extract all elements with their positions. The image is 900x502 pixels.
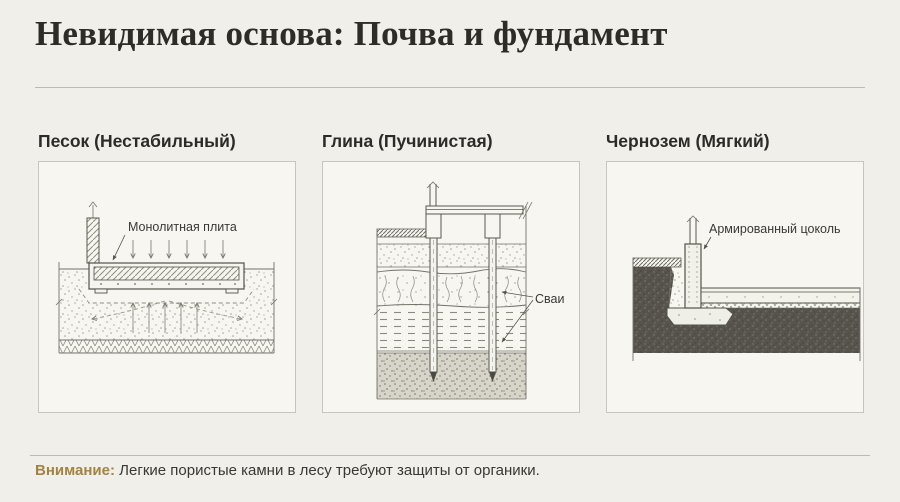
layer-heaving-clay xyxy=(377,271,526,306)
panel-title-clay: Глина (Пучинистая) xyxy=(322,131,493,151)
annotation-slab-label: Монолитная плита xyxy=(128,220,237,234)
diagram-monolithic-slab xyxy=(39,162,295,412)
dark-soil-berm xyxy=(633,267,674,308)
layer-bearing xyxy=(377,353,526,399)
slab-concrete-hatch xyxy=(94,267,239,280)
footer-divider xyxy=(30,455,870,456)
diagram-piles xyxy=(323,162,579,412)
pile-cap-right xyxy=(485,214,500,238)
panel-chernozem xyxy=(606,131,864,413)
column-break-mark xyxy=(687,216,699,222)
page-title: Невидимая основа: Почва и фундамент xyxy=(35,14,668,53)
plinth-section xyxy=(685,244,701,308)
panel-title-sand: Песок (Нестабильный) xyxy=(38,131,236,151)
load-arrows xyxy=(133,240,223,258)
column-break-mark xyxy=(427,182,439,188)
panel-figure-sand xyxy=(38,161,296,413)
footer-note xyxy=(35,462,540,479)
column-lines xyxy=(690,218,696,244)
footing xyxy=(667,308,733,325)
panel-sand xyxy=(38,131,296,413)
floor-slab-texture xyxy=(702,293,859,302)
pile-left xyxy=(430,238,437,382)
header-divider xyxy=(35,87,865,88)
bedding-strip xyxy=(701,303,860,308)
footer-warning-text: Легкие пористые камни в лесу требуют защиты от органики. xyxy=(119,462,540,479)
column-lines xyxy=(430,184,436,206)
pile-right xyxy=(489,238,496,382)
topsoil-band xyxy=(377,229,426,237)
panel-clay xyxy=(322,131,580,413)
grillage-beam xyxy=(426,206,523,214)
slab-foot-right xyxy=(226,289,238,293)
annotation-leader xyxy=(704,237,711,249)
layer-topsand xyxy=(377,244,526,267)
slab-foot-left xyxy=(95,289,107,293)
panel-title-chernozem: Чернозем (Мягкий) xyxy=(606,131,770,151)
annotation-plinth-label: Армированный цоколь xyxy=(709,222,841,236)
panel-figure-chernozem xyxy=(606,161,864,413)
panel-figure-clay xyxy=(322,161,580,413)
pile-cap-left xyxy=(426,214,441,238)
diagram-reinforced-plinth xyxy=(607,162,863,412)
annotation-leader xyxy=(113,235,125,260)
footer-warning-label: Внимание: xyxy=(35,462,115,479)
panels-row xyxy=(38,131,864,421)
annotation-piles-label: Сваи xyxy=(535,292,565,306)
backfill-wedge xyxy=(669,267,685,308)
topsoil-band xyxy=(633,258,681,267)
bearing-stratum-band xyxy=(59,340,274,353)
wall-section xyxy=(87,218,99,263)
layer-saturated xyxy=(377,308,526,351)
